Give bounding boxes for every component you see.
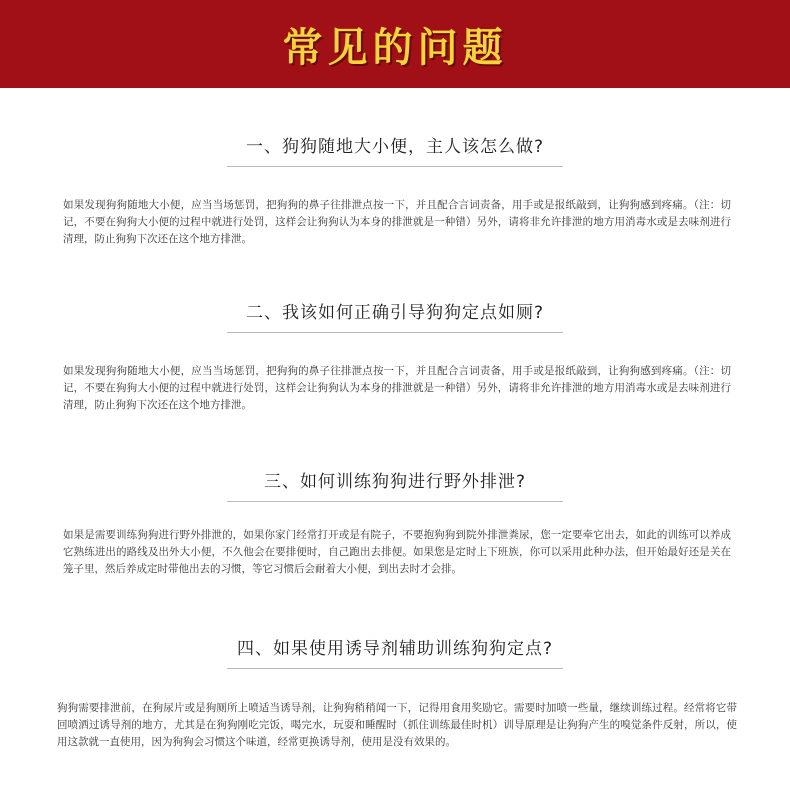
faq-answer-1: 如果发现狗狗随地大小便，应当当场惩罚，把狗狗的鼻子往排泄点按一下，并且配合言词责备，用手或是报纸敲到，让狗狗感到疼痛。（注：切记，不要在狗狗大小便的过程中就进行处罚，这样会让狗狗认为本身的排泄就是一种错）另外，请将非允许排泄的地方用消毒水或是去味剂进行清理，防止狗狗下次还在这个地方排泄。 (63, 199, 731, 245)
faq-question-2 (0, 298, 790, 323)
faq-answer-2: 如果发现狗狗随地大小便，应当当场惩罚，把狗狗的鼻子往排泄点按一下，并且配合言词责备，用手或是报纸敲到，让狗狗感到疼痛。（注：切记，不要在狗狗大小便的过程中就进行处罚，这样会让狗狗认为本身的排泄就是一种错）另外，请将非允许排泄的地方用消毒水或是去味剂进行清理，防止狗狗下次还在这个地方排泄。 (63, 365, 731, 411)
faq-question-number: 一、 (245, 137, 282, 157)
question-divider (227, 668, 563, 669)
faq-answer-3: 如果是需要训练狗狗进行野外排泄的，如果你家门经常打开或是有院子，不要抱狗狗到院外排泄粪尿，您一定要牵它出去，如此的训练可以养成它熟练进出的路线及出外大小便，不久他会在要排便时，自己跑出去排便。如果您是定时上下班族，你可以采用此种办法，但开始最好还是关在笼子里，然后养成定时带他出去的习惯，等它习惯后会耐着大小便，到出去时才会排。 (63, 529, 731, 575)
question-divider (227, 501, 563, 502)
faq-question-1 (0, 132, 790, 157)
faq-question-number: 三、 (263, 472, 300, 492)
faq-question-number: 四、 (236, 639, 273, 659)
faq-question-number: 二、 (245, 303, 282, 323)
header-banner (0, 0, 790, 88)
faq-question-text: 我该如何正确引导狗狗定点如厕? (281, 303, 545, 323)
faq-question-text: 如何训练狗狗进行野外排泄? (299, 472, 527, 492)
faq-question-3 (0, 467, 790, 492)
faq-answer-4: 狗狗需要排泄前，在狗尿片或是狗厕所上喷适当诱导剂，让狗狗稍稍闻一下，记得用食用奖励它。需要时加喷一些量，继续训练过程。经常将它带回喷洒过诱导剂的地方，尤其是在狗狗刚吃完饭，喝完水，玩耍和睡醒时（抓住训练最佳时机）训导原理是让狗狗产生的嗅觉条件反射，所以，使用这款就一直使用，因为狗狗会习惯这个味道，经常更换诱导剂，使用是没有效果的。 (57, 702, 737, 748)
page-title: 常见的问题 (282, 24, 508, 71)
faq-question-text: 狗狗随地大小便，主人该怎么做? (281, 137, 545, 157)
question-divider (227, 332, 563, 333)
faq-question-4 (0, 634, 790, 659)
question-divider (227, 166, 563, 167)
faq-question-text: 如果使用诱导剂辅助训练狗狗定点? (272, 639, 554, 659)
